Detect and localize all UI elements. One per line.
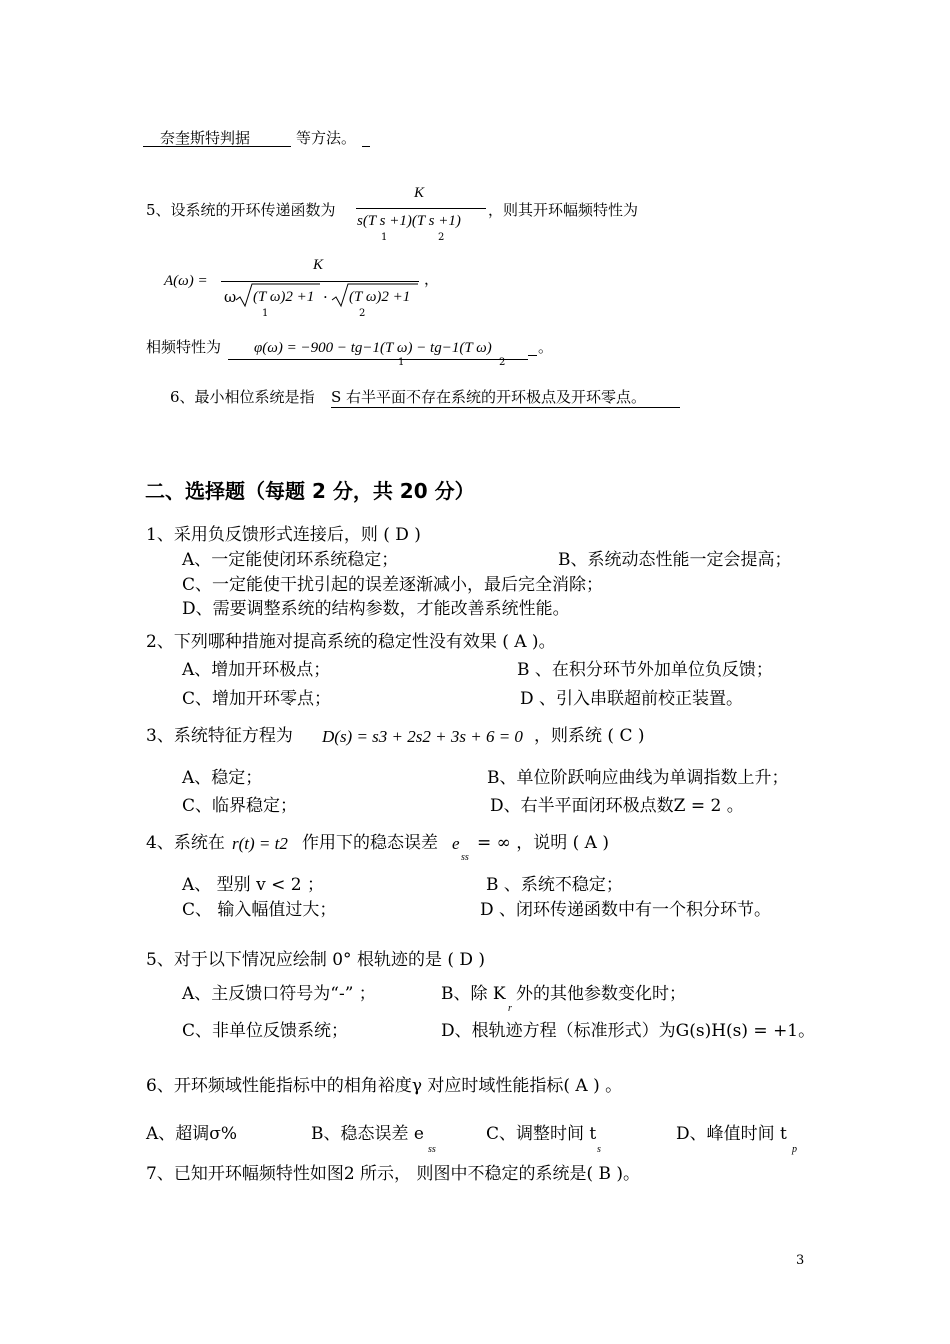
- blank-underline: [362, 133, 370, 147]
- tf-numerator: K: [414, 185, 425, 201]
- q4-stem-c: = ∞ ，说明 ( A ): [477, 833, 609, 853]
- fill-blank-answer: 奈奎斯特判据: [143, 131, 291, 147]
- q4-equation: r(t) = t2: [232, 834, 288, 853]
- q2-option-d: D 、引入串联超前校正装置。: [520, 689, 744, 709]
- q1-option-b: B、系统动态性能一定会提高；: [558, 550, 792, 570]
- q5b-option-d: D、根轨迹方程（标准形式）为G(s)H(s) = +1。: [441, 1021, 816, 1041]
- q1-option-a: A、一定能使闭环系统稳定；: [182, 550, 399, 570]
- phase-answer: φ(ω) = −900 − tg−1(T ω) − tg−1(T ω): [228, 340, 528, 360]
- q2-stem: 2、下列哪种措施对提高系统的稳定性没有效果 ( A )。: [146, 632, 556, 652]
- q1-option-d: D、需要调整系统的结构参数，才能改善系统性能。: [182, 599, 570, 619]
- phase-lead: 相频特性为: [146, 338, 222, 356]
- tf-denominator: s(T s +1)(T s +1): [357, 213, 461, 229]
- q5b-stem: 5、对于以下情况应绘制 0° 根轨迹的是 ( D ): [146, 950, 486, 970]
- q4-stem-b: 作用下的稳态误差: [302, 833, 438, 853]
- q6b-option-c-sub: s: [597, 1144, 601, 1155]
- q2-option-a: A、增加开环极点；: [182, 660, 331, 680]
- tf-sub-1: 1: [381, 232, 388, 243]
- q3-equation: D(s) = s3 + 2s2 + 3s + 6 = 0: [322, 727, 523, 746]
- q4-option-c: C、 输入幅值过大；: [182, 900, 337, 920]
- q6b-option-d-sub: p: [792, 1144, 797, 1155]
- section-title: 二、选择题（每题 2 分，共 20 分）: [145, 479, 475, 503]
- q2-option-c: C、增加开环零点；: [182, 689, 332, 709]
- page-number: 3: [796, 1253, 805, 1268]
- q6-answer: S 右半平面不存在系统的开环极点及开环零点。: [331, 390, 680, 408]
- amp-comma: ，: [424, 270, 440, 288]
- tf-fraction-bar: [356, 208, 486, 209]
- q4-option-b: B 、系统不稳定；: [486, 875, 623, 895]
- amp-rad-1: (T ω)2 +1: [253, 289, 315, 305]
- amp-rad-2: (T ω)2 +1: [349, 289, 411, 305]
- q5-tail: ，则其开环幅频特性为: [488, 201, 639, 219]
- q3-option-d: D、右半平面闭环极点数Z = 2 。: [490, 796, 744, 816]
- q6b-option-b: B、稳态误差 e: [311, 1124, 424, 1144]
- q3-option-c: C、临界稳定；: [182, 796, 298, 816]
- phase-sub-1: 1: [398, 357, 405, 368]
- q3-option-a: A、稳定；: [182, 768, 263, 788]
- q3-stem-a: 3、系统特征方程为: [146, 726, 293, 746]
- amp-den-omega: ω: [224, 288, 237, 306]
- amp-lhs: A(ω) =: [164, 273, 208, 289]
- top-tail: 等方法。: [296, 129, 357, 147]
- q4-stem-a: 4、系统在: [146, 833, 225, 853]
- q7-stem: 7、已知开环幅频特性如图2 所示， 则图中不稳定的系统是( B )。: [146, 1164, 641, 1184]
- q5b-option-b-tail: 外的其他参数变化时；: [516, 984, 686, 1004]
- q5b-option-b: B、除 K: [441, 984, 506, 1004]
- q6b-option-b-sub: ss: [428, 1144, 436, 1155]
- q6b-option-a: A、超调σ%: [146, 1124, 238, 1144]
- q1-stem: 1、采用负反馈形式连接后，则 ( D ): [146, 525, 421, 545]
- q3-stem-b: ，则系统 ( C ): [534, 726, 645, 746]
- amp-sub-1: 1: [262, 308, 269, 319]
- q5-lead: 5、设系统的开环传递函数为: [146, 201, 336, 219]
- q4-ess-sub: ss: [461, 852, 469, 863]
- q6b-stem: 6、开环频域性能指标中的相角裕度γ 对应时域性能指标( A ) 。: [146, 1076, 623, 1096]
- phase-sub-2: 2: [499, 357, 506, 368]
- q6b-option-d: D、峰值时间 t: [676, 1124, 787, 1144]
- q4-option-a: A、 型别 v < 2 ；: [182, 875, 324, 895]
- q4-option-d: D 、闭环传递函数中有一个积分环节。: [480, 900, 772, 920]
- q5b-option-b-sub: r: [508, 1003, 512, 1014]
- tf-sub-2: 2: [438, 232, 445, 243]
- amp-numerator: K: [313, 257, 324, 273]
- q2-option-b: B 、在积分环节外加单位负反馈；: [517, 660, 773, 680]
- q6-lead: 6、最小相位系统是指: [170, 388, 315, 406]
- phase-end: 。: [538, 338, 554, 356]
- amp-sub-2: 2: [359, 308, 366, 319]
- q5b-option-a: A、主反馈口符号为“-” ；: [182, 984, 376, 1004]
- amp-dot: ·: [323, 288, 328, 306]
- phase-end-line: [528, 340, 537, 356]
- q6b-option-c: C、调整时间 t: [486, 1124, 597, 1144]
- q4-ess: e: [452, 834, 460, 853]
- q5b-option-c: C、非单位反馈系统；: [182, 1021, 349, 1041]
- q1-option-c: C、一定能使干扰引起的误差逐渐减小，最后完全消除；: [182, 575, 604, 595]
- q3-option-b: B、单位阶跃响应曲线为单调指数上升；: [487, 768, 789, 788]
